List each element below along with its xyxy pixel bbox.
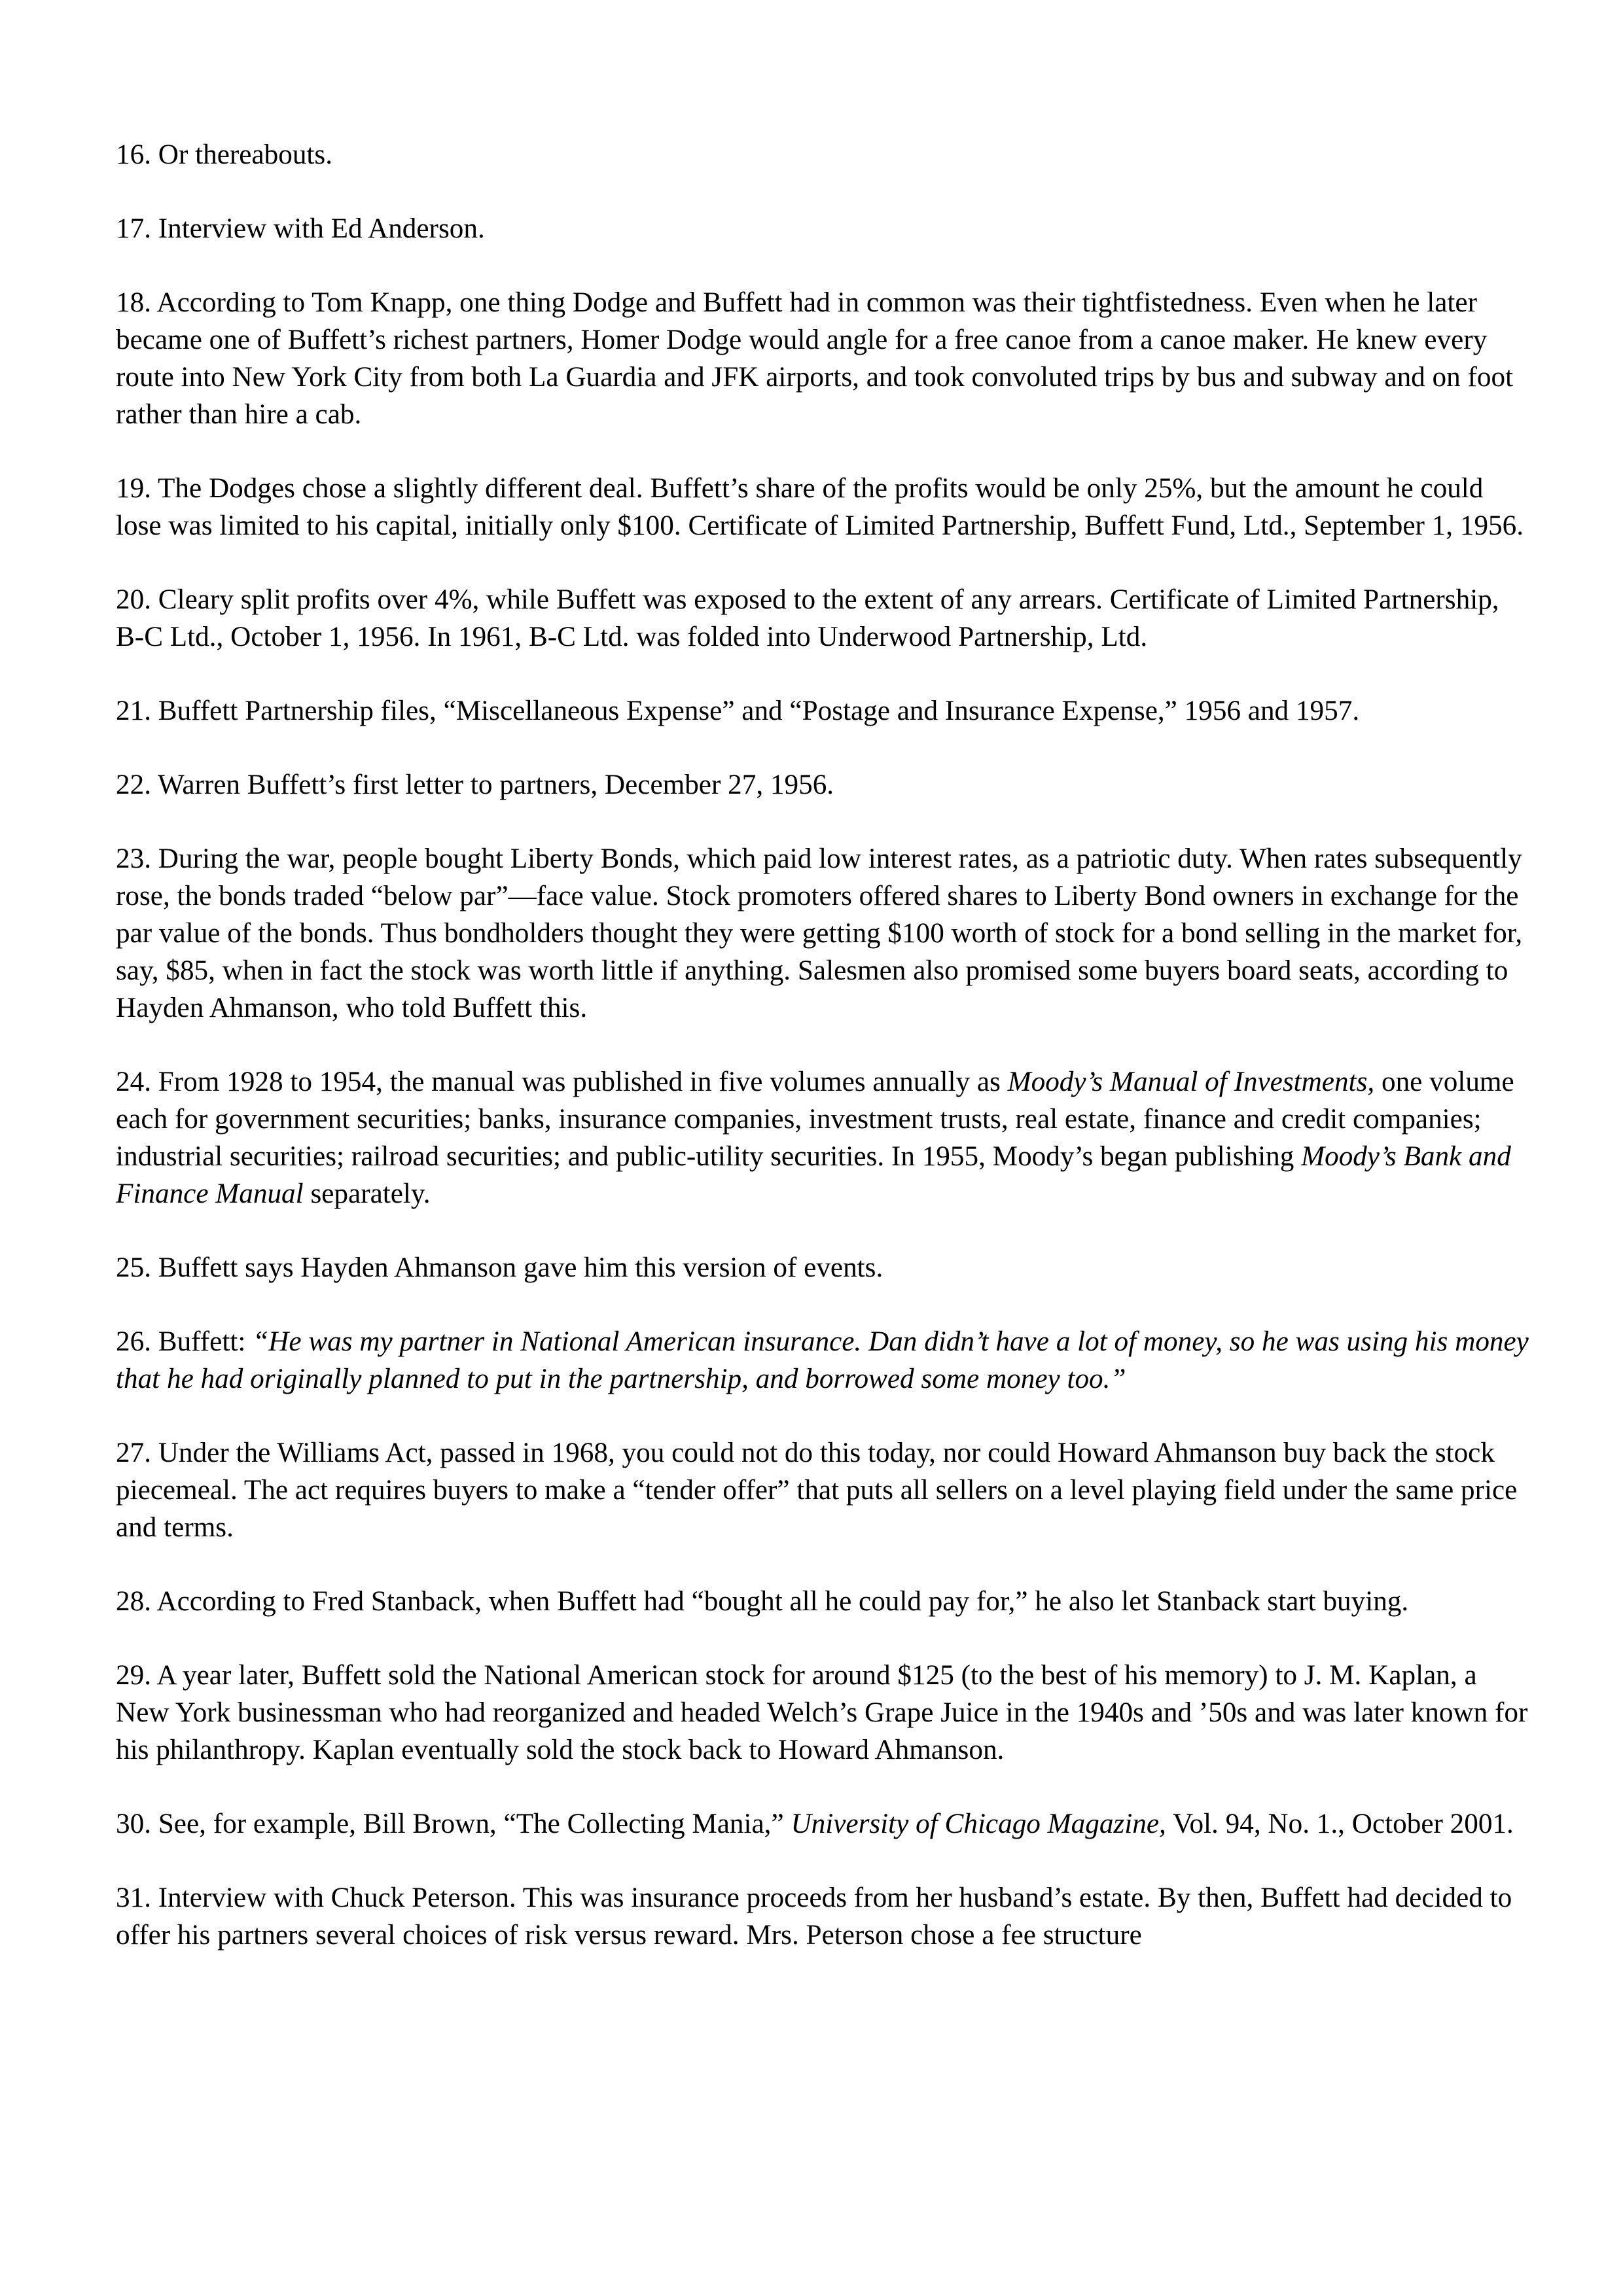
endnote-number: 19. [116,473,151,504]
endnote-number: 26. [116,1326,151,1357]
endnote-text: During the war, people bought Liberty Bonds, which paid low interest rates, as a patriotic duty. When rates subsequently rose, the bonds traded “below par”—face value. Stock promoters offered shares to Liberty Bond owners in exchange for the par value of the bonds. Thus bondholders thought they were getting $100 worth of stock for a bond selling in the market for, say, $85, when in fact the stock was worth little if anything. Salesmen also promised some buyers board seats, according to Hayden Ahmanson, who told Buffett this. [116,843,1523,1023]
endnote-16 [116,136,1529,173]
endnote-24 [116,1063,1529,1212]
endnote-text: See, for example, Bill Brown, “The Collecting Mania,” [158,1809,791,1839]
endnote-text: one volume each for government securities; banks, insurance companies, investment trusts, real estate, finance and credit companies; industrial securities; railroad securities; and public-utility securities. In 1955, Moody’s began publishing [116,1067,1514,1172]
endnote-31 [116,1879,1529,1954]
endnote-text: Interview with Ed Anderson. [158,213,485,244]
endnotes-list [116,136,1529,1954]
endnote-number: 16. [116,139,151,170]
endnote-italic-text: “He was my partner in National American insurance. Dan didn’t have a lot of money, so he was using his money that he had originally planned to put in the partnership, and borrowed some money too.” [116,1326,1529,1394]
endnote-20 [116,581,1529,656]
endnotes-page [116,136,1529,1990]
endnote-italic-text: University of Chicago Magazine, [791,1809,1166,1839]
endnote-22 [116,766,1529,804]
endnote-30 [116,1805,1529,1843]
endnote-27 [116,1434,1529,1546]
endnote-number: 21. [116,696,151,726]
endnote-text: A year later, Buffett sold the National American stock for around $125 (to the best of his memory) to J. M. Kaplan, a New York businessman who had reorganized and headed Welch’s Grape Juice in the 1940s and ’50s and was later known for his philanthropy. Kaplan eventually sold the stock back to Howard Ahmanson. [116,1660,1528,1765]
endnote-text: According to Tom Knapp, one thing Dodge and Buffett had in common was their tightfistedness. Even when he later became one of Buffett’s richest partners, Homer Dodge would angle for a free canoe from a canoe maker. He knew every route into New York City from both La Guardia and JFK airports, and took convoluted trips by bus and subway and on foot rather than hire a cab. [116,287,1514,430]
endnote-25 [116,1249,1529,1286]
endnote-23 [116,840,1529,1027]
endnote-text: separately. [303,1178,431,1209]
endnote-number: 18. [116,287,151,318]
endnote-text: Warren Buffett’s first letter to partners, December 27, 1956. [158,769,834,800]
endnote-18 [116,284,1529,433]
endnote-29 [116,1657,1529,1769]
endnote-17 [116,210,1529,247]
endnote-text: Vol. 94, No. 1., October 2001. [1166,1809,1514,1839]
endnote-number: 23. [116,843,151,874]
endnote-number: 24. [116,1067,151,1097]
endnote-italic-text: Moody’s Manual of Investments, [1007,1067,1375,1097]
endnote-number: 17. [116,213,151,244]
endnote-26 [116,1323,1529,1398]
endnote-text: From 1928 to 1954, the manual was published in five volumes annually as [158,1067,1008,1097]
endnote-text: According to Fred Stanback, when Buffett had “bought all he could pay for,” he also let Stanback start buying. [156,1586,1409,1617]
endnote-19 [116,470,1529,544]
endnote-text: Or thereabouts. [158,139,333,170]
endnote-text: Buffett Partnership files, “Miscellaneous Expense” and “Postage and Insurance Expense,” 1956 and 1957. [158,696,1360,726]
endnote-text: Cleary split profits over 4%, while Buffett was exposed to the extent of any arrears. Certificate of Limited Partnership, B-C Ltd., October 1, 1956. In 1961, B-C Ltd. was folded into Underwood Partnership, Ltd. [116,584,1499,652]
endnote-number: 29. [116,1660,151,1691]
endnote-text: Buffett says Hayden Ahmanson gave him this version of events. [158,1252,883,1283]
endnote-number: 31. [116,1882,151,1913]
endnote-21 [116,692,1529,730]
endnote-number: 27. [116,1438,151,1468]
endnote-text: Under the Williams Act, passed in 1968, you could not do this today, nor could Howard Ahmanson buy back the stock piecemeal. The act requires buyers to make a “tender offer” that puts all sellers on a level playing field under the same price and terms. [116,1438,1518,1543]
endnote-number: 28. [116,1586,151,1617]
endnote-text: The Dodges chose a slightly different deal. Buffett’s share of the profits would be only 25%, but the amount he could lose was limited to his capital, initially only $100. Certificate of Limited Partnership, Buffett Fund, Ltd., September 1, 1956. [116,473,1524,541]
endnote-italic-text: Moody’s Bank and Finance Manual [116,1141,1511,1209]
endnote-number: 22. [116,769,151,800]
endnote-number: 30. [116,1809,151,1839]
endnote-number: 20. [116,584,151,615]
endnote-28 [116,1583,1529,1620]
endnote-text: Buffett: [158,1326,253,1357]
endnote-text: Interview with Chuck Peterson. This was insurance proceeds from her husband’s estate. By then, Buffett had decided to offer his partners several choices of risk versus reward. Mrs. Peterson chose a fee structure [116,1882,1512,1951]
endnote-number: 25. [116,1252,151,1283]
